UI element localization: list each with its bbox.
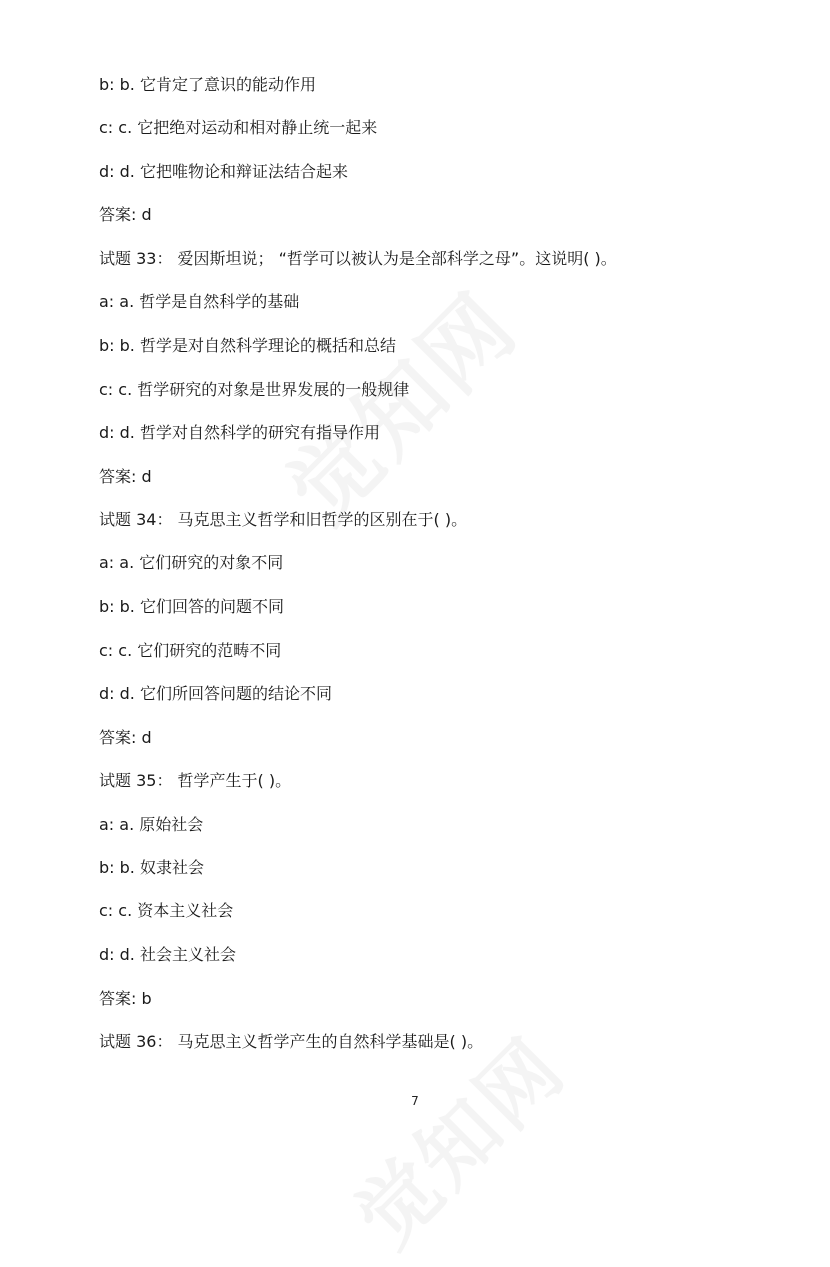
option-line: b: b. 哲学是对自然科学理论的概括和总结 — [99, 336, 396, 355]
option-line: d: d. 它把唯物论和辩证法结合起来 — [99, 162, 348, 181]
answer-line: 答案: d — [99, 728, 152, 747]
answer-line: 答案: d — [99, 205, 152, 224]
answer-line: 答案: b — [99, 989, 152, 1008]
question-line: 试题 36： 马克思主义哲学产生的自然科学基础是( )。 — [99, 1032, 484, 1051]
answer-line: 答案: d — [99, 467, 152, 486]
option-line: c: c. 它把绝对运动和相对静止统一起来 — [99, 118, 378, 137]
option-line: d: d. 它们所回答问题的结论不同 — [99, 684, 332, 703]
option-line: a: a. 哲学是自然科学的基础 — [99, 292, 300, 311]
page-number: 7 — [411, 1094, 419, 1108]
question-line: 试题 34： 马克思主义哲学和旧哲学的区别在于( )。 — [99, 510, 468, 529]
option-line: a: a. 原始社会 — [99, 815, 204, 834]
question-line: 试题 35： 哲学产生于( )。 — [99, 771, 292, 790]
question-line: 试题 33： 爱因斯坦说； “哲学可以被认为是全部科学之母”。这说明( )。 — [99, 249, 617, 268]
option-line: b: b. 它肯定了意识的能动作用 — [99, 75, 316, 94]
option-line: c: c. 资本主义社会 — [99, 901, 234, 920]
option-line: a: a. 它们研究的对象不同 — [99, 553, 284, 572]
option-line: d: d. 哲学对自然科学的研究有指导作用 — [99, 423, 380, 442]
option-line: b: b. 它们回答的问题不同 — [99, 597, 284, 616]
option-line: c: c. 哲学研究的对象是世界发展的一般规律 — [99, 380, 410, 399]
option-line: d: d. 社会主义社会 — [99, 945, 236, 964]
option-line: c: c. 它们研究的范畴不同 — [99, 641, 282, 660]
option-line: b: b. 奴隶社会 — [99, 858, 204, 877]
